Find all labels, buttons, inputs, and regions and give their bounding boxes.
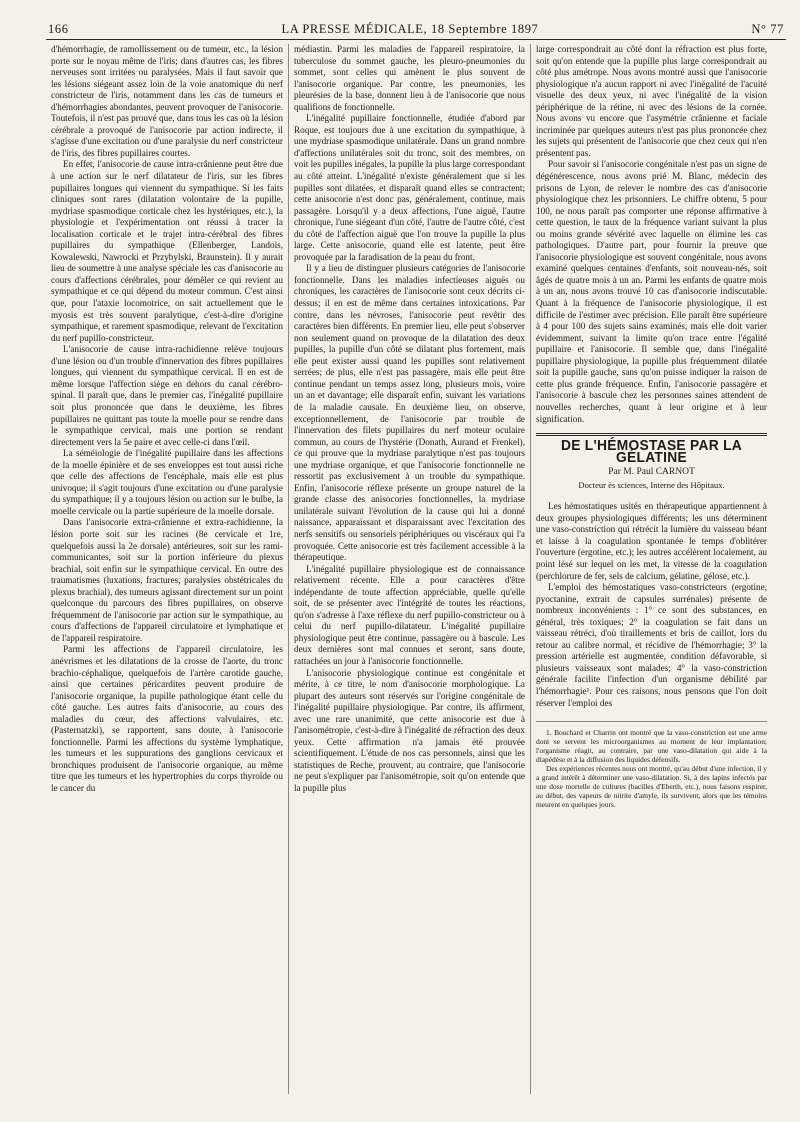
paragraph: L'anisocorie de cause intra-rachidienne relève toujours d'une lésion ou d'un trouble d'innervation des fibres pupillaires longues, qui viennent du sympathique cervical. Il en est de même lorsque l'affection siège en dehors du canal cérébro-spinal. Il paraît que, dans le premier cas, l'inégalité pupillaire soit plus prononcée que dans le deuxième, les fibres pupillaires ne quittant pas toute la moelle pour se rendre dans le sympathique cervical, mais une portion se rendant directement vers la 5e paire et avec celle-ci dans l'œil. (51, 344, 283, 447)
footnote: Des expériences récentes nous ont montré, qu'au début d'une infection, il y a grand intérêt à déterminer une vaso-dilatation. Si, à des lapins infectés par une dose mortelle de cultures (bacilles d'Eberth, etc.), nous faisons respirer, au début, des vapeurs de nitrite d'amyle, ils survivent, alors que les témoins meurent en quelques jours. (536, 764, 767, 810)
paragraph: Il y a lieu de distinguer plusieurs catégories de l'anisocorie fonctionnelle. Dans les maladies infectieuses aiguës ou chroniques, les caractères de l'anisocorie sont ceux décrits ci-dessus; il en est de même dans certaines intoxications. Par contre, dans les névroses, l'anisocorie peut revêtir des caractères bien différents. En premier lieu, elle peut s'observer non seulement quand on provoque de la dilatation des deux pupilles, la pupille d'un côté se dilatant plus fortement, mais elle peut exister aussi quand les pupilles sont relativement serrées; de plus, elle n'est pas passagère, mais elle peut être continue pendant un temps assez long, plusieurs mois, voire un an et davantage; elle disparaît enfin, suivant les variations de la maladie causale. En deuxième lieu, on observe, exceptionnellement, de l'anisocorie par trouble de l'innervation des filets pupillaires du nerf moteur oculaire commun, au cours de l'hystérie (Donath, Aurand et Frenkel), ce qui prouve que la mydriase paralytique n'est pas toujours une mydriase organique, et que l'anisocorie fonctionnelle ne ressortit pas exclusivement à un trouble du sympathique. Enfin, l'anisocorie réflexe présente un groupe naturel de la grande classe des anisocories fonctionnelles, la mydriase unilatérale suivant l'évolution de la cause qui lui a donné naissance, apparaissant et disparaissant avec l'excitation des nerfs sensitifs ou sensoriels périphériques ou viscéraux qui l'a provoquée. Cette anisocorie est très facilement accessible à la thérapeutique. (294, 263, 525, 563)
paragraph: L'inégalité pupillaire fonctionnelle, étudiée d'abord par Roque, est toujours due à une excitation du sympathique, à une mydriase spasmodique unilatérale. Dans un grand nombre d'affections unilatérales soit du tronc, soit des membres, on voit les pupilles inégales, la pupille la plus large correspondant au côté atteint. L'inégalité n'existe généralement que si les pupilles sont dilatées, et disparaît quand elles se contractent; cette anisocorie n'est donc pas, généralement, continue, mais passagère. Lorsqu'il y a deux affections, l'une aiguë, l'autre chronique, l'une siégeant d'un côté, l'autre de l'autre côté, c'est du côté de l'affection aiguë que l'on trouve la pupille la plus large. Cette anisocorie, quand elle est latente, peut être provoquée par la faradisation de la peau du front. (294, 113, 525, 262)
column-middle (288, 44, 530, 1094)
page-header (46, 22, 786, 40)
paragraph: médiastin. Parmi les maladies de l'appareil respiratoire, la tuberculose du sommet gauche, les pleuro-pneumonies du sommet, sont celles qui amènent le plus souvent de l'anisocorie organique. Par contre, les pneumonies, les pleurésies de la base, donnent lieu à de l'anisocorie que nous qualifions de fonctionnelle. (294, 44, 525, 112)
paragraph: L'inégalité pupillaire physiologique est de connaissance relativement récente. Elle a pour caractères d'être indépendante de toute affection appréciable, quelle qu'elle soit, de se présenter avec l'intégrité de toutes les réactions, qu'on s'adresse à l'axe réflexe du nerf pupillo-constricteur ou à celui du nerf pupillo-dilatateur. L'inégalité pupillaire physiologique peut être continue, passagère ou à bascule. Les deux dernières sont mal connues et seront, sans doute, rattachées un jour à l'anisocorie fonctionnelle. (294, 563, 525, 666)
paragraph: Parmi les affections de l'appareil circulatoire, les anévrismes et les dilatations de la crosse de l'aorte, du tronc brachio-céphalique, quelquefois de l'artère carotide gauche, ainsi que certaines péricardites peuvent produire de l'anisocorie organique, la pupille pathologique étant celle du côté gauche. Les autres faits d'anisocorie, au cours des maladies du cœur, des affections valvulaires, etc. (Pasternatzki), se rapportent, sans doute, à l'anisocorie fonctionnelle. Parmi les affections du système lymphatique, les tumeurs et les suppurations des ganglions cervicaux et bronchiques produisent de l'anisocorie organique, au même titre que les tumeurs et les hypertrophies du corps thyroïde ou le cancer du (51, 644, 283, 793)
paragraph: La séméiologie de l'inégalité pupillaire dans les affections de la moelle épinière et de ses enveloppes est tout aussi riche que celle des affections de l'encéphale, mais elle est plus univoque; il s'agit toujours d'une excitation ou d'une paralysie du sympathique; il y a toujours lésion ou action sur le bulbe, la moelle cervicale ou la partie supérieure de la moelle dorsale. (51, 448, 283, 516)
newspaper-page (46, 22, 786, 1116)
column-left (46, 44, 288, 1094)
column-right (530, 44, 772, 1094)
paragraph: d'hémorrhagie, de ramollissement ou de tumeur, etc., la lésion porte sur le noyau même de l'iris; dans d'autres cas, les fibres nerveuses sont irritées ou paralysées. Mais il faut savoir que les lésions siégeant assez loin de la voie anatomique du nerf constricteur de l'iris, notamment dans les cas de tumeurs et d'hémorrhagies abondantes, peuvent provoquer de l'anisocorie. Toutefois, il n'est pas prouvé que, dans tous les cas où la lésion cérébrale a provoqué de l'anisocorie par action indirecte, il s'agisse d'une excitation ou d'une paralysie du nerf constricteur de l'iris, des fibres pupillaires courtes. (51, 44, 283, 158)
issue-number: N° 77 (751, 22, 784, 36)
article-affiliation: Docteur ès sciences, Interne des Hôpitaux. (578, 479, 725, 490)
footnotes (536, 721, 767, 809)
text-columns (46, 44, 786, 1094)
paragraph: En effet, l'anisocorie de cause intra-crânienne peut être due à une action sur le nerf dilatateur de l'iris, sur les fibres pupillaires longues qui viennent du sympathique. Si les faits cliniques sont rares (dilatation volontaire de la pupille, mydriase spasmodique corticale chez les hystériques, etc.), la physiologie et l'expérimentation ont réussi à tracer la localisation corticale et le trajet intra-cérébral des fibres pupillaires du sympathique (Ellenberger, Landois, Kowalewski, Nawrocki et Przybylski, Braunstein). Il y aurait lieu de soumettre à une analyse spéciale les cas d'anisocorie au cours d'affections cérébrales, pour démêler ce qui revient au sympathique et ce qui dépend du moteur commun. C'est ainsi que, pour l'ataxie locomotrice, on sait actuellement que le myosis est très souvent paralytique, c'est-à-dire d'origine sympathique, et rarement spasmodique, relevant de l'excitation du nerf pupillo-constricteur. (51, 159, 283, 343)
article-author: Par M. Paul CARNOT (608, 467, 695, 478)
paragraph: large correspondrait au côté dont la réfraction est plus forte, soit qu'on entende que la pupille plus large correspondrait au côté plus amétrope. Nous avons montré aussi que l'anisocorie physiologique n'a aucun rapport ni avec l'inégalité de l'acuité visuelle des deux yeux, ni avec l'inégalité de la vision périphérique de la rétine, ni avec des lésions de la cornée. Nous avons vu encore que l'asymétrie crânienne et faciale incriminée par quelques auteurs n'est pas plus prononcée chez les sujets qui présentent de l'anisocorie que chez ceux qui n'en présentent pas. (536, 44, 767, 158)
article-separator (536, 433, 767, 436)
footnote: 1. Bouchard et Charrin ont montré que la vaso-constriction est une arme dont se servent les microorganismes au moment de leur implantation; l'organisme réagit, au contraire, par une vaso-dilatation qui aide à la diapédèse et à la diffusion des liquides défensifs. (536, 728, 767, 765)
paragraph: L'emploi des hémostatiques vaso-constricteurs (ergotine, pyoctanine, extrait de capsules surrénales) présente de nombreux inconvénients : 1° ce sont des substances, en général, très toxiques; 2° la coagulation se fait dans un vaisseau rétréci, d'où tiraillements et bris de caillot, lors du retour au calibre normal, et récidive de l'hémorrhagie; 3° la pression artérielle est augmentée, condition défavorable, si plusieurs vaisseaux sont malades; 4° la vaso-constriction générale facilite l'infection d'un organisme débilité par l'hémorrhagie¹. Pour ces raisons, nous pensons que l'on doit réserver l'emploi des (536, 582, 767, 708)
journal-title-date: LA PRESSE MÉDICALE, 18 Septembre 1897 (281, 22, 539, 36)
paragraph: Dans l'anisocorie extra-crânienne et extra-rachidienne, la lésion porte soit sur les racines (8e cervicale et 1re, quelquefois aussi la 2e dorsale) antérieures, soit sur les rami-communicantes, soit sur la portion inférieure du plexus brachial, soit enfin sur le sympathique cervical. En outre des traumatismes (luxations, fractures, paralysies obstétricales du plexus brachial), des tumeurs agissant directement sur un point quelconque du parcours des fibres pupillaires, on observe fréquemment de l'anisocorie par action sur le sympathique, au cours d'affections de l'appareil circulatoire et lymphatique et de l'appareil respiratoire. (51, 517, 283, 643)
page-number: 166 (48, 22, 69, 36)
paragraph: Pour savoir si l'anisocorie congénitale n'est pas un signe de dégénérescence, nous avons prié M. Blanc, médecin des prisons de Lyon, de relever le nombre des cas d'anisocorie physiologique chez les prisonniers. Le chiffre obtenu, 5 pour 100, ne nous paraît pas comporter une réponse affirmative à cette question, le taux de la fréquence variant suivant la plus ou moins grande sévérité avec laquelle on élimine les cas pathologiques. D'autre part, pour fournir la preuve que l'anisocorie physiologique est souvent congénitale, nous avons examiné quelques centaines d'enfants, soit nouveau-nés, soit âgés de quatre mois à un an. Parmi les enfants de quatre mois à un an, nous avons trouvé 10 cas d'anisocorie indiscutable. Quant à la fréquence de l'anisocorie physiologique, il est difficile de l'estimer avec précision. Elle paraît être supérieure à 4 pour 100 des sujets sains examinés, mais elle doit varier évidemment, suivant la limite qu'on trace entre l'égalité pupillaire et l'anisocorie. Il semble que, dans l'inégalité pupillaire physiologique, la pupille plus fréquemment dilatée soit la pupille gauche, sans qu'on puisse indiquer la raison de cette plus grande fréquence. Enfin, l'anisocorie passagère et l'anisocorie à bascule chez les personnes saines attendent de nouvelles recherches, quant à leur origine et à leur signification. (536, 159, 767, 424)
article-title: DE L'HÉMOSTASE PAR LA GÉLATINE (560, 437, 743, 466)
paragraph: L'anisocorie physiologique continue est congénitale et mérite, à ce titre, le nom d'anisocorie morphologique. La plupart des auteurs sont réservés sur l'origine congénitale de l'inégalité pupillaire physiologique. Par contre, ils affirment, avec une rare unanimité, que cette anisocorie est due à l'anisométropie, c'est-à-dire à l'inégalité de réfraction des deux yeux. Cette affirmation n'a jamais été prouvée scientifiquement. L'étude de nos cas personnels, ainsi que les statistiques de Reche, prouvent, au contraire, que l'anisocorie ne peut s'expliquer par l'anisométropie, soit qu'on entende que la pupille plus (294, 667, 525, 793)
paragraph: Les hémostatiques usités en thérapeutique appartiennent à deux groupes physiologiques différents; les uns déterminent une vaso-constriction qui rétrécit la lumière du vaisseau béant et laisse à la coagulation spontanée le temps d'oblitérer l'ouverture (ergotine, etc.); les autres accélèrent localement, au point lésé sur lequel on les met, la vitesse de la coagulation (perchlorure de fer, sels de calcium, gélatine, gélose, etc.). (536, 501, 767, 581)
